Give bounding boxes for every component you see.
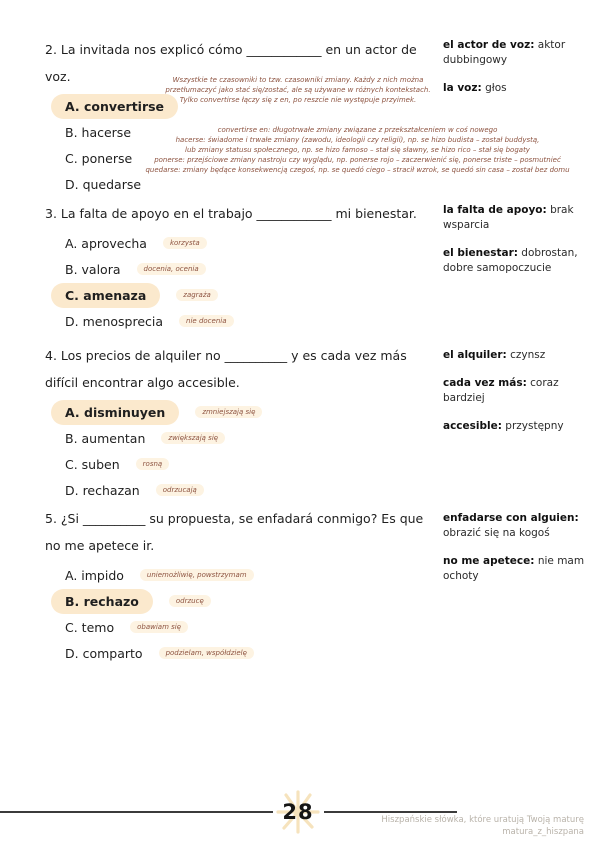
grammar-note-line: quedarse: zmiany będące konsekwencją czegoś, np. se quedó ciego – stracił wzrok, se quedó sin casa – został bez domu [145,166,570,174]
option-row [65,256,475,282]
question-text: voz. [45,69,71,84]
question-text: 4. Los precios de alquiler no __________ y es cada vez más [45,348,407,363]
option-row [65,588,475,614]
grammar-note-line: hacerse: świadome i trwałe zmiany (zawodu, ideologii czy religii), np. se hizo budista – został buddystą, [175,136,540,144]
vocab-entry [443,203,589,233]
option-translation-note: odrzucają [156,484,204,496]
vocab-definition: dobrostan, dobre samopoczucie [443,247,578,274]
question-block-5 [45,505,475,666]
grammar-note-line: Tylko convertirse łączy się z en, po reszcie nie występuje przyimek. [179,96,417,104]
option-label: D. quedarse [65,176,142,192]
footer-caption-title: Hiszpańskie słówka, które uratują Twoją maturę [381,815,584,825]
option-label: D. rechazan [65,482,140,498]
vocab-entry [443,246,589,276]
vocab-definition: głos [485,82,507,94]
vocab-group [443,348,589,447]
option-translation-note: nie docenia [179,315,233,327]
option-label-highlighted: B. rechazo [51,589,153,614]
grammar-note-line: ponerse: przejściowe zmiany nastroju czy wyglądu, np. ponerse rojo – zaczerwienić się, ponerse triste – posmutnieć [154,156,561,164]
vocab-term: la voz: [443,82,482,94]
option-label-highlighted: C. amenaza [51,283,160,308]
vocab-definition: coraz bardziej [443,377,559,404]
vocab-entry [443,554,589,584]
question-text: no me apetece ir. [45,538,155,553]
footer-caption-handle: matura_z_hiszpana [502,827,584,837]
vocab-entry [443,81,589,96]
option-row [65,477,475,503]
option-label-highlighted: A. disminuyen [51,400,179,425]
option-label: B. valora [65,261,121,277]
option-translation-note: podzielam, współdzielę [159,647,254,659]
vocab-definition: nie mam ochoty [443,555,585,582]
vocab-entry [443,511,589,541]
grammar-note-line: Wszystkie te czasowniki to tzw. czasowniki zmiany. Każdy z nich można [172,76,424,84]
option-label-highlighted: A. convertirse [51,94,178,119]
grammar-note-line: lub zmiany statusu społecznego, np. se hizo famoso – stał się sławny, se hizo rico – stał się bogaty [185,146,530,154]
option-row [65,614,475,640]
option-label: B. hacerse [65,124,132,140]
option-translation-note: korzysta [163,237,207,249]
option-row [65,451,475,477]
question-text: 3. La falta de apoyo en el trabajo ____________ mi bienestar. [45,206,417,221]
grammar-note-line: convertirse en: długotrwałe zmiany związane z przekształceniem w coś nowego [217,126,498,134]
vocab-term: el bienestar: [443,247,518,259]
vocab-term: accesible: [443,420,502,432]
option-row [65,308,475,334]
vocab-entry [443,348,589,363]
question-block-4 [45,342,475,503]
vocab-group [443,38,589,109]
page-number-badge [274,789,322,835]
vocab-term: no me apetece: [443,555,535,567]
vocab-entry [443,419,589,434]
vocab-definition: brak wsparcia [443,204,574,231]
option-row [65,230,475,256]
options-list [45,230,475,334]
question-block-3 [45,200,475,334]
vocab-term: cada vez más: [443,377,527,389]
footer-divider-left [0,811,273,813]
vocab-definition: obrazić się na kogoś [443,527,550,539]
options-list [45,562,475,666]
question-text: 5. ¿Si __________ su propuesta, se enfadará conmigo? Es que [45,511,424,526]
vocab-entry [443,376,589,406]
option-translation-note: zwiększają się [161,432,225,444]
option-row [65,425,475,451]
vocab-entry [443,38,589,68]
option-translation-note: zmniejszają się [195,406,262,418]
option-label: B. aumentan [65,430,146,446]
vocab-term: el actor de voz: [443,39,535,51]
page-number: 28 [282,800,314,824]
option-translation-note: zagraża [176,289,218,301]
vocab-group [443,511,589,597]
option-label: C. suben [65,456,120,472]
vocab-definition: czynsz [510,349,546,361]
option-label: C. temo [65,619,115,635]
footer-caption [381,814,584,838]
grammar-note-line: przetłumaczyć jako stać się/zostać, ale są używane w różnych kontekstach. [165,86,431,94]
option-row [65,562,475,588]
grammar-note-intro [153,75,443,105]
option-row [65,282,475,308]
option-row [65,640,475,666]
question-text: 2. La invitada nos explicó cómo ____________ en un actor de [45,42,417,57]
option-row [65,399,475,425]
option-translation-note: rosną [136,458,170,470]
vocab-term: la falta de apoyo: [443,204,547,216]
question-text: difícil encontrar algo accesible. [45,375,240,390]
option-translation-note: uniemożliwię, powstrzymam [140,569,254,581]
option-label: A. aprovecha [65,235,147,251]
grammar-note-detail [145,125,570,175]
option-translation-note: docenia, ocenia [137,263,206,275]
vocab-term: enfadarse con alguien: [443,512,579,524]
option-translation-note: odrzucę [169,595,211,607]
options-list [45,399,475,503]
option-label: A. impido [65,567,124,583]
vocab-definition: aktor dubbingowy [443,39,566,66]
vocab-definition: przystępny [505,420,564,432]
option-label: C. ponerse [65,150,133,166]
footer-divider-right [324,811,457,813]
vocab-term: el alquiler: [443,349,507,361]
option-label: D. menosprecia [65,313,164,329]
option-label: D. comparto [65,645,143,661]
vocab-group [443,203,589,289]
option-translation-note: obawiam się [130,621,188,633]
